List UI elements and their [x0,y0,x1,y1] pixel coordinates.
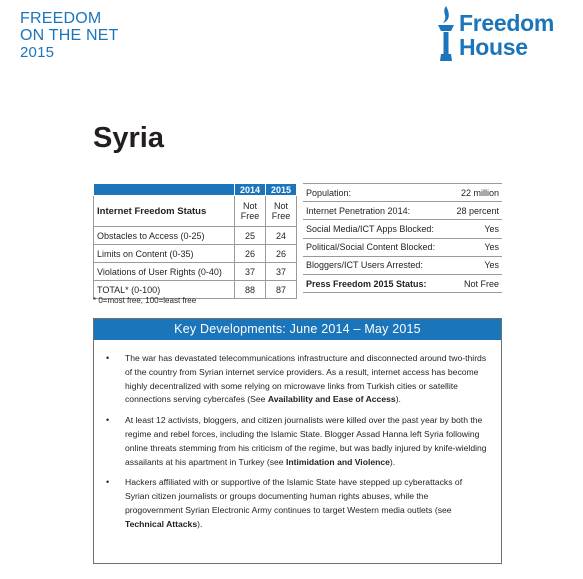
status-label: Internet Freedom Status [94,196,235,227]
table-row [303,202,502,220]
key-developments-box [93,318,502,564]
section-reference: Technical Attacks [125,518,198,529]
freedom-house-logo [435,5,575,65]
row-label: Obstacles to Access (0-25) [94,227,235,245]
table-row [303,184,502,202]
info-label: Political/Social Content Blocked: [303,238,449,256]
status-2014: Not Free [235,196,266,227]
table-row [94,263,297,281]
table-row [303,274,502,292]
info-label: Population: [303,184,449,202]
torch-icon [435,5,457,63]
col-header-2014: 2014 [235,184,266,196]
country-title: Syria [93,122,164,154]
info-value: Not Free [449,274,502,292]
table-header-blank [94,184,235,196]
col-header-2015: 2015 [266,184,297,196]
table-row [94,227,297,245]
info-label: Internet Penetration 2014: [303,202,449,220]
logo-line2: House [459,34,528,60]
info-value: Yes [449,256,502,274]
item-text: At least 12 activists, bloggers, and citizen journalists were killed over the past year by both the regime and rebel forces, including the Islamic State. Blogger Assad Hanna left Syria following online threats stemming from his criticism of the regime, but was badly injured by knife-wielding assailants at his apartment in Turkey (see [125,415,487,467]
table-row [303,256,502,274]
logo-text [459,11,554,59]
row-label: Violations of User Rights (0-40) [94,263,235,281]
report-title [20,10,119,61]
item-text: The war has devastated telecommunications infrastructure and disconnected around two-thirds of the country from Syrian internet service providers. As a result, internet access has become highly decentralized with some relying on microwave links from Turkish cities or satellite connections serving cybercafes (See [125,353,487,405]
section-reference: Intimidation and Violence [285,456,390,467]
info-label: Bloggers/ICT Users Arrested: [303,256,449,274]
score-footnote: * 0=most free, 100=least free [93,296,197,305]
key-developments-title: Key Developments: June 2014 – May 2015 [94,319,501,340]
info-value: Yes [449,220,502,238]
bullet-icon: • [106,353,110,363]
list-item [94,476,501,531]
logo-line1: Freedom [459,10,555,36]
key-developments-list [94,352,501,539]
item-text: Hackers affiliated with or supportive of the Islamic State have stepped up cyberattacks of Syrian citizen journalists or groups documenting human rights abuses, while the progovernment Syrian Electronic Army continues to target Western media outlets (see [125,477,463,515]
table-row [94,245,297,263]
row-2014: 26 [235,245,266,263]
item-text-end: ). [389,456,396,467]
item-text-end: ). [395,394,401,405]
table-row [303,238,502,256]
row-2015: 26 [266,245,297,263]
section-reference: Availability and Ease of Access [267,394,396,405]
info-value: 22 million [449,184,502,202]
row-2015: 87 [266,281,297,299]
row-2014: 37 [235,263,266,281]
item-text-end: ). [197,518,203,529]
table-row [94,196,297,227]
row-2014: 88 [235,281,266,299]
status-2015: Not Free [266,196,297,227]
list-item [94,352,501,407]
row-2015: 37 [266,263,297,281]
table-row [303,220,502,238]
bullet-icon: • [106,477,110,488]
list-item [94,414,501,469]
row-2014: 25 [235,227,266,245]
info-value: Yes [449,238,502,256]
info-label: Press Freedom 2015 Status: [303,274,449,292]
report-title-line2: ON THE NET [20,27,119,44]
row-label: Limits on Content (0-35) [94,245,235,263]
bullet-icon: • [106,415,110,426]
info-label: Social Media/ICT Apps Blocked: [303,220,449,238]
row-label: TOTAL* (0-100) [94,281,235,299]
report-title-line1: FREEDOM [20,10,102,27]
row-2015: 24 [266,227,297,245]
country-info-table [303,183,502,293]
freedom-status-table [93,183,297,299]
info-value: 28 percent [449,202,502,220]
report-year: 2015 [20,44,55,61]
